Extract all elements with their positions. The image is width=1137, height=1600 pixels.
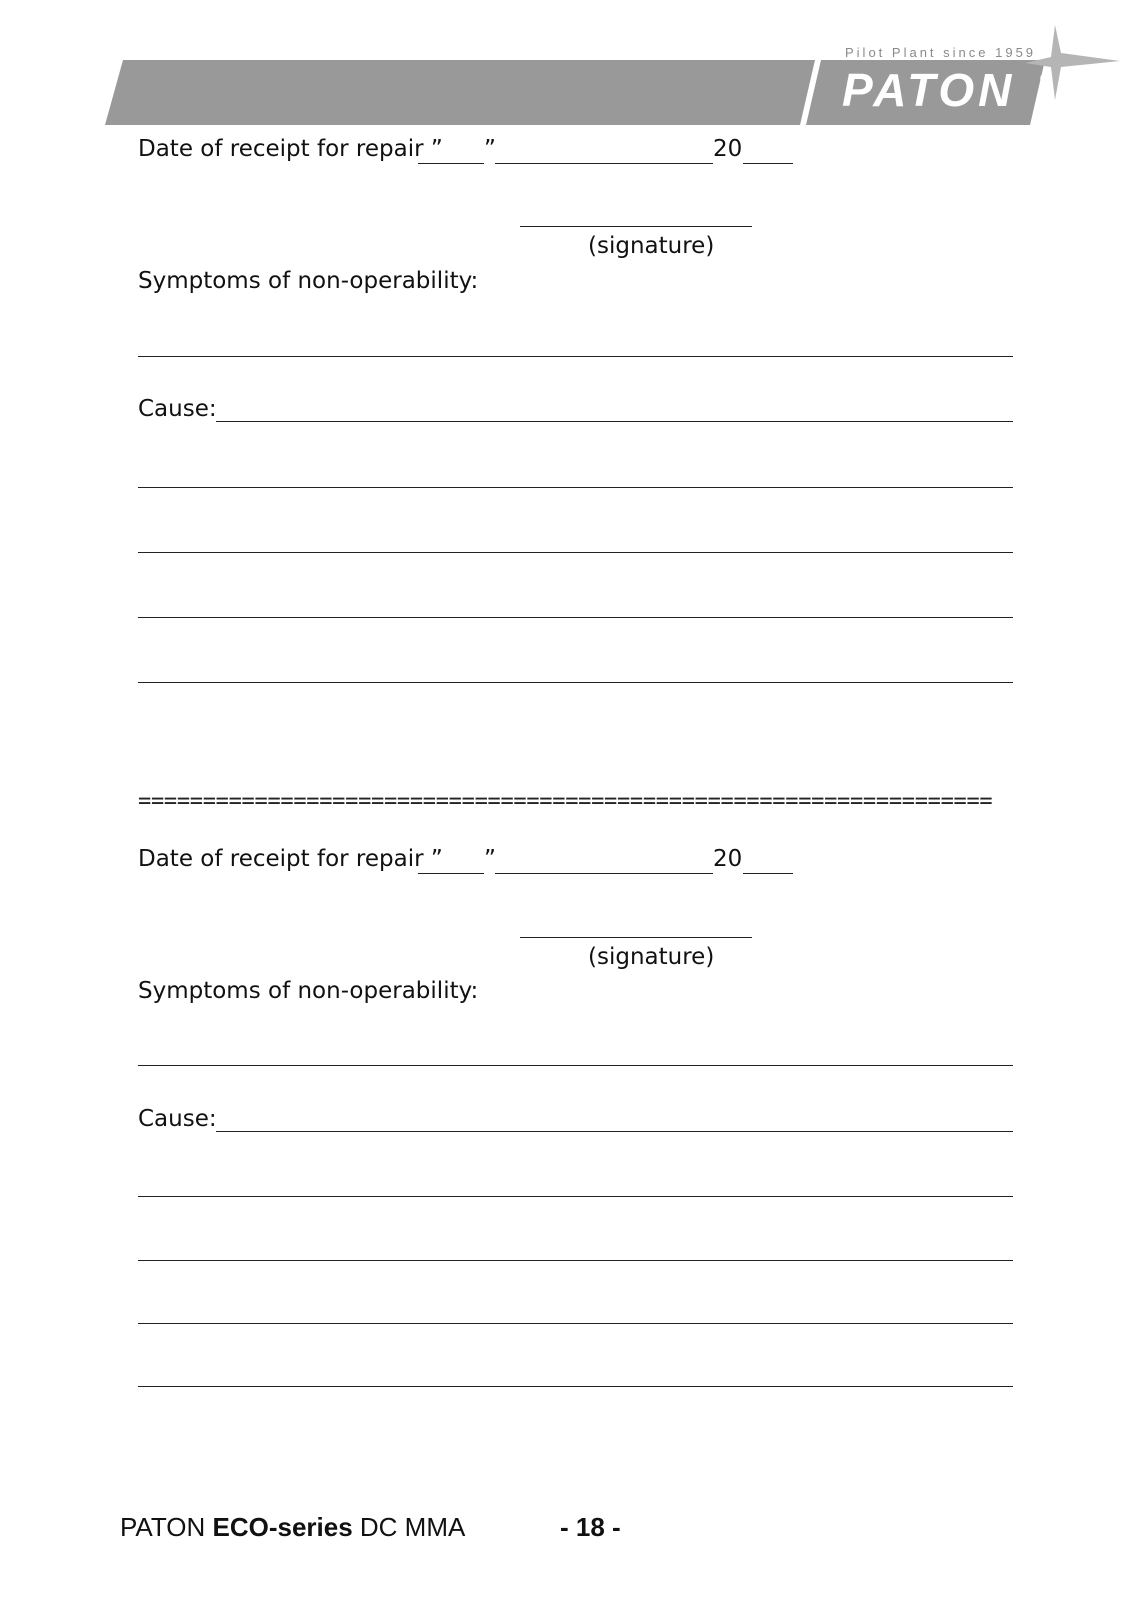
cause-line-4[interactable] [138,1323,1013,1324]
footer-series: ECO-series [212,1512,353,1542]
day-field[interactable] [418,163,484,164]
symptoms-label: Symptoms of non-operability: [138,978,479,1004]
signature-field[interactable] [520,937,752,938]
signature-label: (signature) [588,233,715,259]
logo-tagline: Pilot Plant since 1959 [845,45,1037,60]
cause-label: Cause: [138,1106,217,1132]
footer-model: DC MMA [359,1512,466,1542]
footer-brand: PATON [120,1512,206,1542]
footer-product [120,1512,465,1543]
date-prefix: Date of receipt for repair ” [138,846,443,872]
cause-line-2[interactable] [138,1196,1013,1197]
signature-field[interactable] [520,226,752,227]
year-field[interactable] [743,163,793,164]
cause-line-4[interactable] [138,617,1013,618]
month-field[interactable] [495,163,713,164]
month-field[interactable] [495,873,713,874]
symptoms-field[interactable] [138,1065,1013,1066]
star-icon [1025,25,1120,100]
page-number: - 18 - [560,1512,621,1542]
date-of-receipt-row [138,846,443,872]
symptoms-field[interactable] [138,356,1013,357]
day-field[interactable] [418,873,484,874]
cause-line-5[interactable] [138,1386,1013,1387]
date-of-receipt-row [138,136,443,162]
cause-line-2[interactable] [138,487,1013,488]
date-quote: ” [484,136,496,162]
date-prefix: Date of receipt for repair ” [138,136,443,162]
cause-line-3[interactable] [138,552,1013,553]
cause-field[interactable] [216,421,1013,422]
cause-line-5[interactable] [138,682,1013,683]
date-quote: ” [484,846,496,872]
signature-label: (signature) [588,944,715,970]
cause-label: Cause: [138,396,217,422]
year-prefix: 20 [713,136,743,162]
symptoms-label: Symptoms of non-operability: [138,268,479,294]
cause-line-3[interactable] [138,1260,1013,1261]
form-separator: ================================================================== [138,789,993,814]
registered-mark: ® [1040,70,1051,86]
year-prefix: 20 [713,846,743,872]
cause-field[interactable] [216,1131,1013,1132]
year-field[interactable] [743,873,793,874]
paton-logo: PATON [842,64,1016,116]
